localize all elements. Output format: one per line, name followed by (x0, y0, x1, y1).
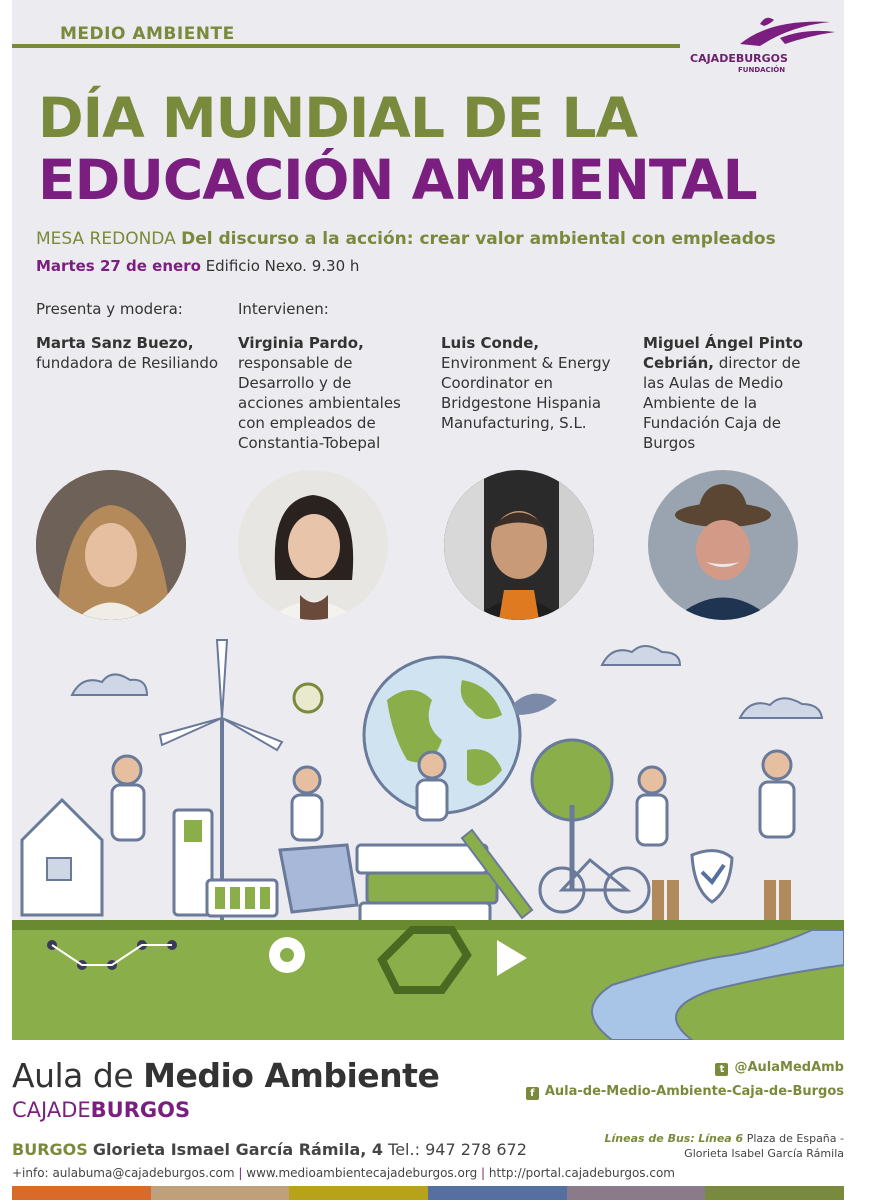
footer-brand-bold: BURGOS (90, 1098, 191, 1122)
footer-brand (12, 1098, 190, 1122)
bus-info (605, 1131, 844, 1161)
stripe (567, 1186, 706, 1200)
twitter-link[interactable] (715, 1060, 844, 1076)
speakers-label: Intervienen: (238, 300, 329, 318)
presenter-label: Presenta y modera: (36, 300, 183, 318)
subtitle-text: Del discurso a la acción: crear valor ambiental con empleados (181, 229, 776, 249)
address (12, 1140, 527, 1159)
bus-label: Líneas de Bus: (604, 1132, 695, 1145)
event-line (36, 257, 359, 275)
speaker-desc: responsable de Desarrollo y de acciones ambientales con empleados de Constantia-Tobepal (238, 354, 401, 452)
speaker-name: Luis Conde, (441, 334, 540, 352)
address-street: Glorieta Ismael García Rámila, 4 (92, 1140, 384, 1159)
speaker-name: Miguel Ángel Pinto Cebrián, (643, 334, 803, 372)
speaker-4 (643, 333, 823, 453)
title-line2: EDUCACIÓN AMBIENTAL (38, 148, 757, 212)
logo-sub: FUNDACIÓN (738, 66, 786, 74)
section-tag: MEDIO AMBIENTE (60, 24, 235, 44)
environment-illustration (12, 630, 844, 1040)
bus-line: Línea 6 (698, 1132, 744, 1145)
contact-info (12, 1166, 675, 1180)
poster (12, 0, 844, 1040)
speaker-name: Marta Sanz Buezo, (36, 334, 194, 352)
stripe (705, 1186, 844, 1200)
info-label: +info: (12, 1166, 49, 1180)
stripe (289, 1186, 428, 1200)
footer-title-bold: Medio Ambiente (143, 1056, 440, 1095)
speaker-2 (238, 333, 418, 453)
subtitle-prefix: MESA REDONDA (36, 229, 176, 249)
speaker-desc: fundadora de Resiliando (36, 354, 219, 372)
stripe (12, 1186, 151, 1200)
header-rule (12, 44, 680, 48)
phone-label: Tel.: (388, 1140, 420, 1159)
speaker-desc: Environment & Energy Coordinator en Bridgestone Hispania Manufacturing, S.L. (441, 354, 611, 432)
speaker-1 (36, 333, 226, 373)
event-place-time: Edificio Nexo. 9.30 h (205, 257, 360, 275)
speaker-3 (441, 333, 631, 433)
phone-number: 947 278 672 (425, 1140, 527, 1159)
portal-link[interactable]: http://portal.cajadeburgos.com (488, 1166, 675, 1180)
fundacion-logo (690, 14, 840, 74)
twitter-handle: @AulaMedAmb (734, 1060, 844, 1075)
twitter-icon: t (715, 1063, 728, 1076)
footer-title-light: Aula de (12, 1056, 134, 1095)
email-link[interactable]: aulabuma@cajadeburgos.com (52, 1166, 235, 1180)
stripe (428, 1186, 567, 1200)
stripe (151, 1186, 290, 1200)
speaker-photo-2 (238, 470, 388, 620)
facebook-icon: f (526, 1087, 539, 1100)
bus-text1: Plaza de España - (746, 1132, 844, 1145)
website-link[interactable]: www.medioambientecajadeburgos.org (246, 1166, 478, 1180)
logo-name: CAJADEBURGOS (690, 52, 788, 65)
subtitle (36, 229, 776, 249)
separator: | (238, 1166, 243, 1180)
color-stripes (12, 1186, 844, 1200)
facebook-link[interactable] (526, 1084, 844, 1100)
speaker-photo-3 (444, 470, 594, 620)
footer-title (12, 1056, 439, 1095)
facebook-page: Aula-de-Medio-Ambiente-Caja-de-Burgos (544, 1084, 844, 1099)
title-line1: DÍA MUNDIAL DE LA (38, 86, 638, 150)
speaker-photo-4 (648, 470, 798, 620)
separator: | (481, 1166, 486, 1180)
speaker-desc: director de las Aulas de Medio Ambiente de la Fundación Caja de Burgos (643, 354, 801, 452)
speaker-photo-1 (36, 470, 186, 620)
bus-text2: Glorieta Isabel García Rámila (684, 1147, 844, 1160)
swoosh-logo-icon (730, 14, 840, 54)
address-city: BURGOS (12, 1140, 88, 1159)
event-date: Martes 27 de enero (36, 257, 201, 275)
footer-brand-light: CAJADE (12, 1098, 91, 1122)
speaker-name: Virginia Pardo, (238, 334, 364, 352)
